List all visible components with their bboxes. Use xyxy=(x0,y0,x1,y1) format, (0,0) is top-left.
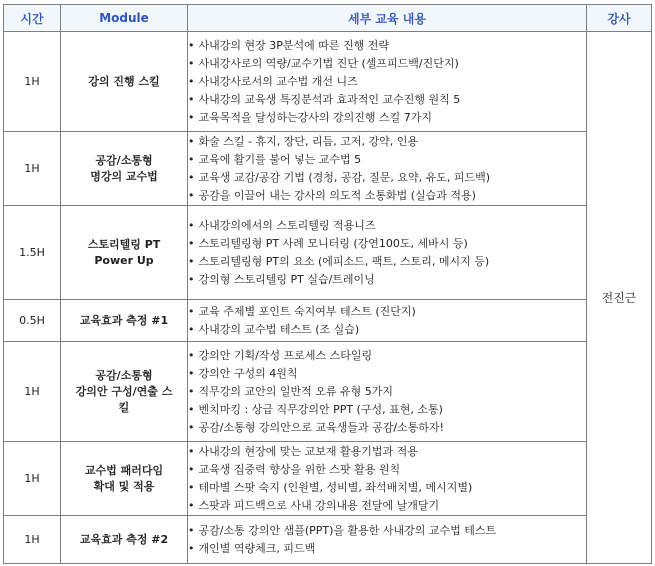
content-cell xyxy=(188,342,587,442)
list-item: • 교육생 교감/공감 기법 (경청, 공감, 질문, 요약, 유도, 피드백) xyxy=(188,169,586,187)
list-item: • 사내강사로의 역량/교수기법 진단 (셀프피드백/진단지) xyxy=(188,55,586,73)
content-cell xyxy=(188,132,587,206)
content-list xyxy=(188,303,586,339)
list-item: • 강의형 스토리텔링 PT 실습/트레이닝 xyxy=(188,271,586,289)
content-list xyxy=(188,37,586,127)
header-module: Module xyxy=(61,5,188,32)
list-item: • 사내강사로서의 교수법 개선 니즈 xyxy=(188,73,586,91)
list-item: • 개인별 역량체크, 피드백 xyxy=(188,540,586,558)
list-item: • 벤치마킹 : 상급 직무강의안 PPT (구성, 표현, 소통) xyxy=(188,401,586,419)
list-item: • 공감/소통형 강의안으로 교육생들과 공감/소통하자! xyxy=(188,419,586,437)
content-cell xyxy=(188,516,587,564)
module-cell: 스토리텔링 PT Power Up xyxy=(61,206,188,300)
module-cell: 공감/소통형 명강의 교수법 xyxy=(61,132,188,206)
time-cell: 1.5H xyxy=(4,206,61,300)
list-item: • 교육 주제별 포인트 숙지여부 테스트 (진단지) xyxy=(188,303,586,321)
table-body xyxy=(4,32,652,564)
list-item: • 테마별 스팟 숙지 (인원별, 성비별, 좌석배치별, 메시지별) xyxy=(188,479,586,497)
time-cell: 1H xyxy=(4,32,61,132)
list-item: • 스토리텔링형 PT의 요소 (에피소드, 팩트, 스토리, 메시지 등) xyxy=(188,253,586,271)
content-cell xyxy=(188,442,587,516)
module-cell: 공감/소통형 강의안 구성/연출 스 킬 xyxy=(61,342,188,442)
instructor-cell: 전진근 xyxy=(587,32,652,564)
content-cell xyxy=(188,206,587,300)
table-row xyxy=(4,442,652,516)
module-cell: 교수법 패러다임 확대 및 적용 xyxy=(61,442,188,516)
header-row xyxy=(4,5,652,32)
table-row xyxy=(4,342,652,442)
time-cell: 1H xyxy=(4,342,61,442)
time-cell: 1H xyxy=(4,132,61,206)
module-cell: 교육효과 측정 #2 xyxy=(61,516,188,564)
header-time: 시간 xyxy=(4,5,61,32)
list-item: • 사내강의 교수법 테스트 (조 실습) xyxy=(188,321,586,339)
list-item: • 공감/소통 강의안 샘플(PPT)을 활용한 사내강의 교수법 테스트 xyxy=(188,522,586,540)
list-item: • 교육목적을 달성하는강사의 강의진행 스킬 7가지 xyxy=(188,109,586,127)
content-list xyxy=(188,443,586,515)
list-item: • 사내강의에서의 스토리텔링 적용니즈 xyxy=(188,217,586,235)
header-content: 세부 교육 내용 xyxy=(188,5,587,32)
content-list xyxy=(188,522,586,558)
list-item: • 직무강의 교안의 일반적 오류 유형 5가지 xyxy=(188,383,586,401)
time-cell: 0.5H xyxy=(4,300,61,342)
list-item: • 강의안 구성의 4원칙 xyxy=(188,365,586,383)
list-item: • 사내강의 교육생 특징분석과 효과적인 교수진행 원칙 5 xyxy=(188,91,586,109)
table-row xyxy=(4,132,652,206)
table-row xyxy=(4,32,652,132)
content-list xyxy=(188,133,586,205)
header-instructor: 강사 xyxy=(587,5,652,32)
time-cell: 1H xyxy=(4,442,61,516)
table-row xyxy=(4,516,652,564)
content-list xyxy=(188,347,586,437)
list-item: • 사내강의 현장에 맞는 교보재 활용기법과 적용 xyxy=(188,443,586,461)
curriculum-table xyxy=(3,4,652,564)
list-item: • 스팟과 피드백으로 사내 강의내용 전달에 날개달기 xyxy=(188,497,586,515)
table-row xyxy=(4,206,652,300)
list-item: • 교육에 활기를 불어 넣는 교수법 5 xyxy=(188,151,586,169)
list-item: • 사내강의 현장 3P분석에 따른 진행 전략 xyxy=(188,37,586,55)
list-item: • 공감을 이끌어 내는 강사의 의도적 소통화법 (실습과 적용) xyxy=(188,187,586,205)
table-row xyxy=(4,300,652,342)
content-cell xyxy=(188,300,587,342)
list-item: • 교육생 집중력 향상을 위한 스팟 활용 원칙 xyxy=(188,461,586,479)
time-cell: 1H xyxy=(4,516,61,564)
content-list xyxy=(188,217,586,289)
module-cell: 교육효과 측정 #1 xyxy=(61,300,188,342)
content-cell xyxy=(188,32,587,132)
list-item: • 화술 스킬 - 휴지, 장단, 리듬, 고저, 강약, 인용 xyxy=(188,133,586,151)
list-item: • 스토리텔링형 PT 사례 모니터링 (강연100도, 세바시 등) xyxy=(188,235,586,253)
list-item: • 강의안 기획/작성 프로세스 스타일링 xyxy=(188,347,586,365)
module-cell: 강의 진행 스킬 xyxy=(61,32,188,132)
